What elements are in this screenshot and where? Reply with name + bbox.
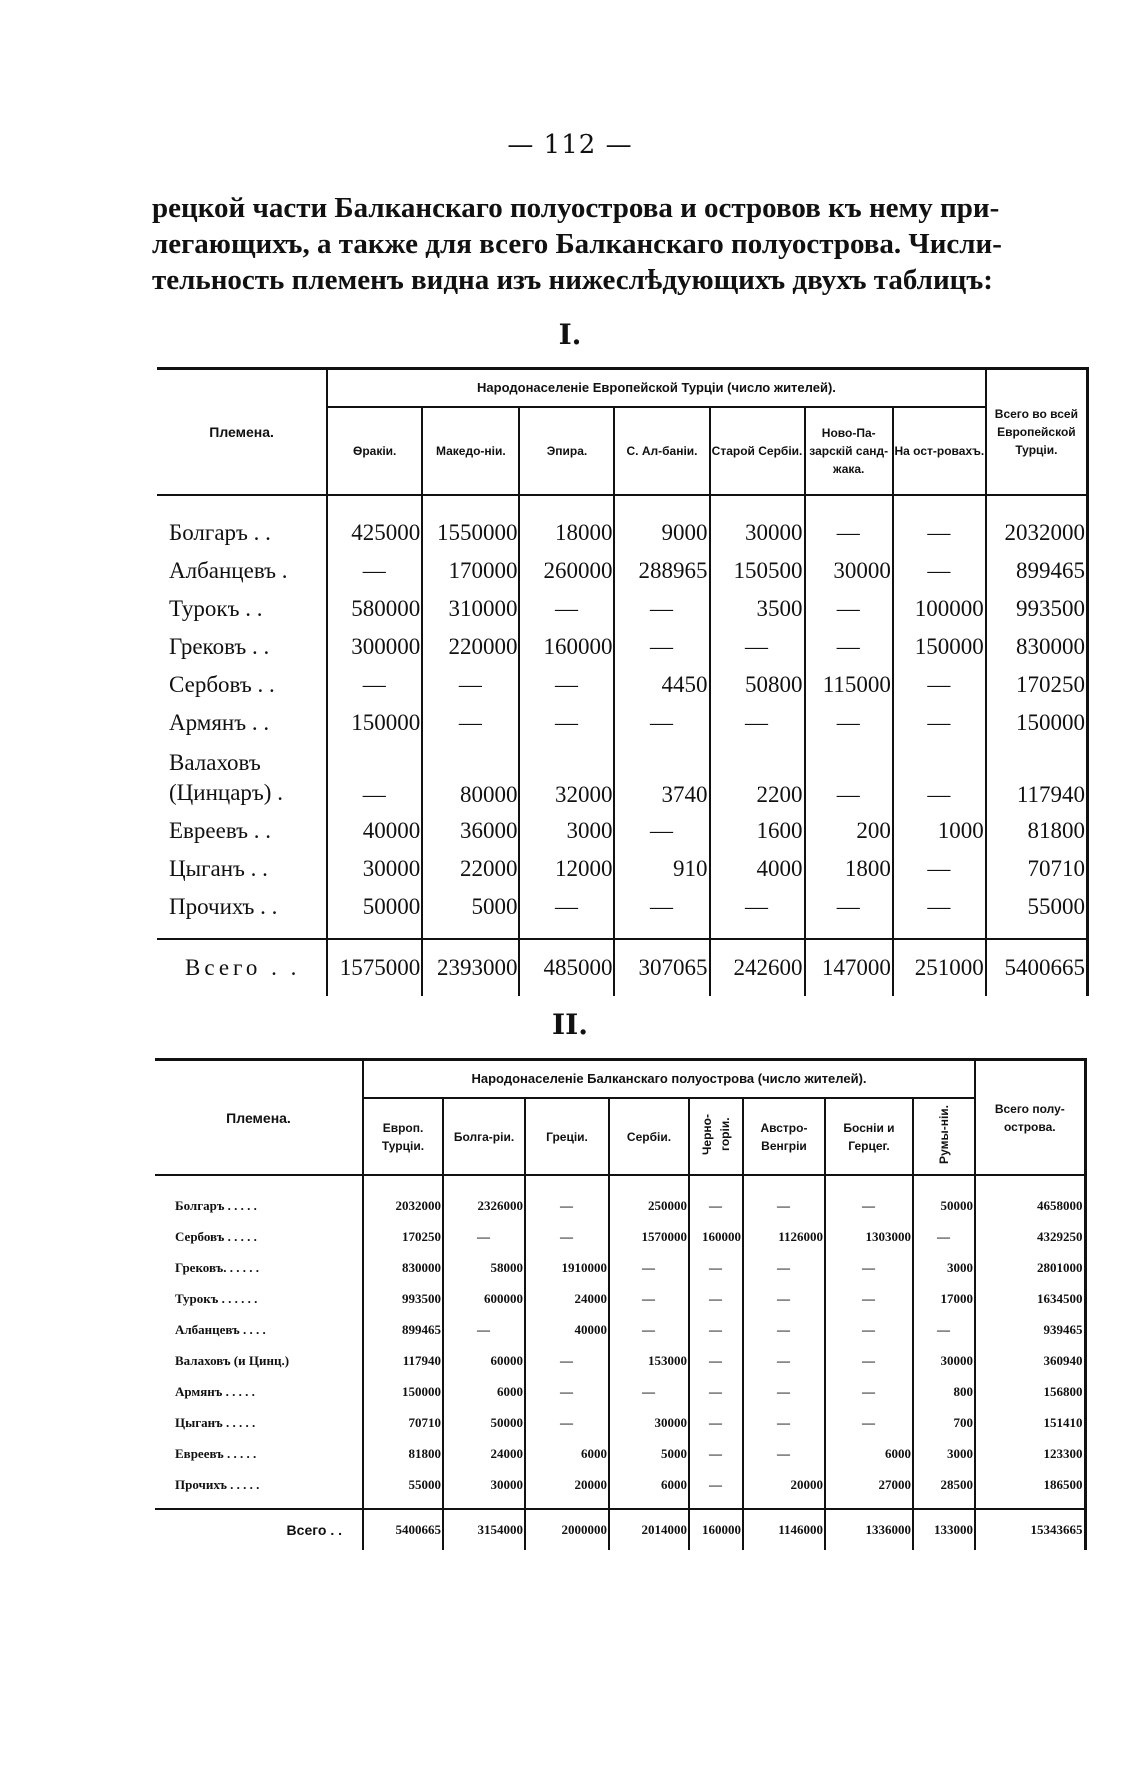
row-total-cell: 993500 xyxy=(986,590,1088,628)
value-cell: 58000 xyxy=(443,1252,525,1283)
value-cell: — xyxy=(327,552,422,590)
region-column-header-text: Черно-горіи. xyxy=(700,1113,732,1155)
value-cell: 5000 xyxy=(609,1438,689,1469)
tribe-name-cell: Всего . . xyxy=(157,939,327,996)
table-1-label: I. xyxy=(558,318,582,351)
value-cell: 220000 xyxy=(422,628,519,666)
total-column-header: Всего полу-острова. xyxy=(975,1060,1085,1176)
spacer-cell xyxy=(363,1500,443,1509)
region-column-header xyxy=(327,407,422,495)
region-column-header xyxy=(689,1098,743,1175)
table-row xyxy=(155,1345,1085,1376)
tribe-name-cell: Болгаръ . . xyxy=(169,520,271,545)
value-cell: 288965 xyxy=(614,552,709,590)
value-cell: — xyxy=(805,742,893,812)
value-cell: — xyxy=(743,1345,825,1376)
value-cell: — xyxy=(689,1407,743,1438)
value-cell: — xyxy=(825,1407,913,1438)
region-column-header xyxy=(825,1098,913,1175)
value-cell: — xyxy=(825,1376,913,1407)
region-column-header-text: Ново-Па-зарскій санд-жака. xyxy=(809,426,889,476)
value-cell: — xyxy=(805,628,893,666)
table-row xyxy=(155,1407,1085,1438)
value-cell: 32000 xyxy=(519,742,614,812)
table-row xyxy=(155,1314,1085,1345)
table-row xyxy=(157,666,1088,704)
value-cell: — xyxy=(825,1175,913,1221)
row-total-cell: 81800 xyxy=(986,812,1088,850)
spacer-row xyxy=(155,1500,1085,1509)
value-cell: — xyxy=(525,1221,609,1252)
value-cell: — xyxy=(525,1407,609,1438)
value-cell: 3000 xyxy=(519,812,614,850)
value-cell: 30000 xyxy=(710,495,805,552)
region-column-header-text: Ѳракіи. xyxy=(352,444,397,458)
intro-line: легающихъ, а также для всего Балканскаго полуострова. Числи- xyxy=(152,228,1002,260)
region-column-header xyxy=(519,407,614,495)
value-cell: 40000 xyxy=(525,1314,609,1345)
region-column-header xyxy=(710,407,805,495)
group-header: Народонаселеніе Балканскаго полуострова (число жителей). xyxy=(363,1060,975,1099)
spacer-cell xyxy=(825,1500,913,1509)
value-cell: 115000 xyxy=(805,666,893,704)
value-cell: 18000 xyxy=(519,495,614,552)
value-cell: 2326000 xyxy=(443,1175,525,1221)
page-number: — 112 — xyxy=(507,130,633,160)
value-cell: 150500 xyxy=(710,552,805,590)
spacer-cell xyxy=(609,1500,689,1509)
value-cell: 28500 xyxy=(913,1469,975,1500)
row-total-cell: 4329250 xyxy=(975,1221,1085,1252)
tribe-name-cell: Цыганъ . . xyxy=(169,856,268,881)
region-column-header-text: На ост-ровахъ. xyxy=(894,444,985,458)
row-total-cell: 2801000 xyxy=(975,1252,1085,1283)
value-cell: — xyxy=(614,888,709,926)
value-cell: — xyxy=(743,1376,825,1407)
value-cell: 580000 xyxy=(327,590,422,628)
value-cell: 5400665 xyxy=(363,1509,443,1550)
tribe-name-cell: Сербовъ . . . . . xyxy=(175,1228,257,1244)
value-cell: — xyxy=(609,1314,689,1345)
tribe-name-cell: Всего . . xyxy=(155,1509,363,1550)
region-column-header xyxy=(443,1098,525,1175)
value-cell: 2014000 xyxy=(609,1509,689,1550)
tribe-name-cell: Албанцевъ . . . . xyxy=(175,1321,266,1337)
table-row xyxy=(157,495,1088,552)
table-2 xyxy=(155,1058,1087,1550)
row-total-cell: 150000 xyxy=(986,704,1088,742)
spacer-cell xyxy=(743,1500,825,1509)
tribe-name-cell: Турокъ . . xyxy=(169,596,263,621)
value-cell: 5000 xyxy=(422,888,519,926)
value-cell: 160000 xyxy=(519,628,614,666)
value-cell: — xyxy=(519,590,614,628)
total-row xyxy=(157,939,1088,996)
spacer-cell xyxy=(986,926,1088,939)
value-cell: — xyxy=(525,1175,609,1221)
value-cell: — xyxy=(893,552,986,590)
tribe-name-cell: Болгаръ . . . . . xyxy=(175,1197,257,1213)
tribe-name-cell: Валаховъ (Цинцаръ) . xyxy=(169,750,283,805)
row-total-cell: 899465 xyxy=(986,552,1088,590)
value-cell: — xyxy=(825,1252,913,1283)
value-cell: 600000 xyxy=(443,1283,525,1314)
tribe-name-cell: Цыганъ . . . . . xyxy=(175,1414,256,1430)
region-column-header xyxy=(525,1098,609,1175)
value-cell: 307065 xyxy=(614,939,709,996)
spacer-cell xyxy=(614,926,709,939)
tribe-name-cell: Прочихъ . . xyxy=(169,894,278,919)
value-cell: 3740 xyxy=(614,742,709,812)
table-row xyxy=(155,1376,1085,1407)
value-cell: — xyxy=(710,628,805,666)
spacer-cell xyxy=(913,1500,975,1509)
table-row xyxy=(155,1283,1085,1314)
value-cell: 1146000 xyxy=(743,1509,825,1550)
value-cell: — xyxy=(614,628,709,666)
value-cell: 310000 xyxy=(422,590,519,628)
value-cell: — xyxy=(893,666,986,704)
row-total-cell: 15343665 xyxy=(975,1509,1085,1550)
value-cell: 2032000 xyxy=(363,1175,443,1221)
row-total-cell: 360940 xyxy=(975,1345,1085,1376)
value-cell: — xyxy=(609,1376,689,1407)
table-row xyxy=(157,590,1088,628)
value-cell: 80000 xyxy=(422,742,519,812)
value-cell: — xyxy=(805,495,893,552)
value-cell: 50000 xyxy=(913,1175,975,1221)
table-row xyxy=(157,704,1088,742)
spacer-cell xyxy=(525,1500,609,1509)
value-cell: 242600 xyxy=(710,939,805,996)
value-cell: 1575000 xyxy=(327,939,422,996)
table-1 xyxy=(157,367,1089,996)
value-cell: 1600 xyxy=(710,812,805,850)
value-cell: 133000 xyxy=(913,1509,975,1550)
value-cell: 250000 xyxy=(609,1175,689,1221)
value-cell: 3500 xyxy=(710,590,805,628)
value-cell: 170000 xyxy=(422,552,519,590)
row-total-cell: 830000 xyxy=(986,628,1088,666)
value-cell: 830000 xyxy=(363,1252,443,1283)
value-cell: 1126000 xyxy=(743,1221,825,1252)
tribe-name-cell: Армянъ . . xyxy=(169,710,270,735)
row-total-cell: 5400665 xyxy=(986,939,1088,996)
row-total-cell: 156800 xyxy=(975,1376,1085,1407)
value-cell: 700 xyxy=(913,1407,975,1438)
table-row xyxy=(157,552,1088,590)
value-cell: 150000 xyxy=(363,1376,443,1407)
value-cell: 20000 xyxy=(743,1469,825,1500)
value-cell: 910 xyxy=(614,850,709,888)
tribe-column-header: Племена. xyxy=(155,1060,363,1176)
value-cell: — xyxy=(614,590,709,628)
value-cell: — xyxy=(519,704,614,742)
value-cell: — xyxy=(525,1345,609,1376)
spacer-cell xyxy=(689,1500,743,1509)
value-cell: 6000 xyxy=(825,1438,913,1469)
tribe-name-cell: Валаховъ (и Цинц.) xyxy=(175,1352,290,1368)
region-column-header-text: Австро-Венгріи xyxy=(760,1120,808,1153)
value-cell: 2000000 xyxy=(525,1509,609,1550)
table-row xyxy=(157,812,1088,850)
table-row xyxy=(157,628,1088,666)
value-cell: 24000 xyxy=(525,1283,609,1314)
value-cell: 1910000 xyxy=(525,1252,609,1283)
value-cell: — xyxy=(689,1345,743,1376)
row-total-cell: 151410 xyxy=(975,1407,1085,1438)
spacer-cell xyxy=(805,926,893,939)
spacer-cell xyxy=(893,926,986,939)
value-cell: 993500 xyxy=(363,1283,443,1314)
region-column-header xyxy=(609,1098,689,1175)
region-column-header-text: Старой Сербіи. xyxy=(711,444,803,458)
value-cell: — xyxy=(689,1283,743,1314)
value-cell: 1800 xyxy=(805,850,893,888)
row-total-cell: 1634500 xyxy=(975,1283,1085,1314)
value-cell: — xyxy=(614,812,709,850)
region-column-header-text: Болга-ріи. xyxy=(453,1129,515,1144)
value-cell: 60000 xyxy=(443,1345,525,1376)
row-total-cell: 170250 xyxy=(986,666,1088,704)
region-column-header xyxy=(422,407,519,495)
value-cell: 36000 xyxy=(422,812,519,850)
group-header: Народонаселеніе Европейской Турціи (число жителей). xyxy=(327,369,986,408)
value-cell: — xyxy=(743,1438,825,1469)
region-column-header-text: С. Ал-баніи. xyxy=(626,444,698,458)
value-cell: — xyxy=(743,1252,825,1283)
spacer-cell xyxy=(157,926,327,939)
value-cell: 160000 xyxy=(689,1221,743,1252)
value-cell: 40000 xyxy=(327,812,422,850)
value-cell: — xyxy=(519,888,614,926)
value-cell: — xyxy=(743,1283,825,1314)
tribe-name-cell: Евреевъ . . xyxy=(169,818,272,843)
region-column-header-text: Босніи и Герцег. xyxy=(843,1120,895,1153)
value-cell: 170250 xyxy=(363,1221,443,1252)
spacer-row xyxy=(157,926,1088,939)
value-cell: 30000 xyxy=(913,1345,975,1376)
value-cell: — xyxy=(327,742,422,812)
table-row xyxy=(155,1469,1085,1500)
region-column-header xyxy=(805,407,893,495)
value-cell: 899465 xyxy=(363,1314,443,1345)
value-cell: 4000 xyxy=(710,850,805,888)
value-cell: — xyxy=(893,704,986,742)
value-cell: 260000 xyxy=(519,552,614,590)
value-cell: — xyxy=(422,666,519,704)
region-column-header xyxy=(363,1098,443,1175)
value-cell: 27000 xyxy=(825,1469,913,1500)
value-cell: 100000 xyxy=(893,590,986,628)
value-cell: — xyxy=(893,888,986,926)
value-cell: — xyxy=(805,888,893,926)
total-row xyxy=(155,1509,1085,1550)
region-column-header xyxy=(893,407,986,495)
value-cell: — xyxy=(614,704,709,742)
value-cell: — xyxy=(609,1283,689,1314)
value-cell: — xyxy=(805,590,893,628)
spacer-cell xyxy=(443,1500,525,1509)
value-cell: 3000 xyxy=(913,1252,975,1283)
tribe-name-cell: Прочихъ . . . . . xyxy=(175,1476,260,1492)
value-cell: 55000 xyxy=(363,1469,443,1500)
value-cell: 147000 xyxy=(805,939,893,996)
value-cell: — xyxy=(689,1314,743,1345)
value-cell: — xyxy=(525,1376,609,1407)
value-cell: — xyxy=(689,1438,743,1469)
value-cell: 30000 xyxy=(327,850,422,888)
row-total-cell: 123300 xyxy=(975,1438,1085,1469)
value-cell: — xyxy=(710,888,805,926)
value-cell: — xyxy=(913,1221,975,1252)
row-total-cell: 186500 xyxy=(975,1469,1085,1500)
value-cell: 425000 xyxy=(327,495,422,552)
spacer-cell xyxy=(710,926,805,939)
value-cell: — xyxy=(327,666,422,704)
row-total-cell: 55000 xyxy=(986,888,1088,926)
tribe-name-cell: Албанцевъ . xyxy=(169,558,288,583)
value-cell: 4450 xyxy=(614,666,709,704)
tribe-name-cell: Грековъ. . . . . . xyxy=(175,1259,259,1275)
value-cell: — xyxy=(443,1221,525,1252)
value-cell: 81800 xyxy=(363,1438,443,1469)
value-cell: — xyxy=(825,1314,913,1345)
value-cell: 1000 xyxy=(893,812,986,850)
region-column-header xyxy=(614,407,709,495)
value-cell: 200 xyxy=(805,812,893,850)
value-cell: — xyxy=(805,704,893,742)
intro-line: тельность племенъ видна изъ нижеслѣдующихъ двухъ таблицъ: xyxy=(152,264,993,296)
value-cell: 24000 xyxy=(443,1438,525,1469)
spacer-cell xyxy=(327,926,422,939)
value-cell: 6000 xyxy=(609,1469,689,1500)
value-cell: — xyxy=(893,850,986,888)
value-cell: 2200 xyxy=(710,742,805,812)
value-cell: — xyxy=(913,1314,975,1345)
spacer-cell xyxy=(422,926,519,939)
value-cell: 9000 xyxy=(614,495,709,552)
spacer-cell xyxy=(975,1500,1085,1509)
value-cell: 70710 xyxy=(363,1407,443,1438)
value-cell: 150000 xyxy=(327,704,422,742)
value-cell: 2393000 xyxy=(422,939,519,996)
value-cell: — xyxy=(519,666,614,704)
table-row xyxy=(157,850,1088,888)
tribe-name-cell: Грековъ . . xyxy=(169,634,270,659)
value-cell: — xyxy=(825,1283,913,1314)
row-total-cell: 70710 xyxy=(986,850,1088,888)
value-cell: — xyxy=(422,704,519,742)
table-2-label: II. xyxy=(552,1008,588,1041)
value-cell: — xyxy=(689,1376,743,1407)
intro-line: рецкой части Балканскаго полуострова и островов къ нему при- xyxy=(152,192,1000,224)
region-column-header xyxy=(913,1098,975,1175)
table-row xyxy=(155,1252,1085,1283)
intro-paragraph xyxy=(152,190,1088,298)
value-cell: — xyxy=(689,1175,743,1221)
value-cell: 150000 xyxy=(893,628,986,666)
value-cell: 30000 xyxy=(805,552,893,590)
value-cell: 117940 xyxy=(363,1345,443,1376)
value-cell: 50000 xyxy=(327,888,422,926)
value-cell: 1336000 xyxy=(825,1509,913,1550)
value-cell: 251000 xyxy=(893,939,986,996)
tribe-column-header: Племена. xyxy=(157,369,327,496)
value-cell: 6000 xyxy=(443,1376,525,1407)
region-column-header-text: Греціи. xyxy=(546,1129,588,1144)
value-cell: — xyxy=(893,495,986,552)
region-column-header-text: Румы-ніи. xyxy=(937,1104,952,1164)
region-column-header-text: Македо-ніи. xyxy=(435,444,506,458)
value-cell: 50800 xyxy=(710,666,805,704)
region-column-header xyxy=(743,1098,825,1175)
value-cell: — xyxy=(743,1407,825,1438)
value-cell: 153000 xyxy=(609,1345,689,1376)
spacer-cell xyxy=(519,926,614,939)
table-row xyxy=(155,1175,1085,1221)
row-total-cell: 117940 xyxy=(986,742,1088,812)
value-cell: — xyxy=(609,1252,689,1283)
value-cell: — xyxy=(743,1314,825,1345)
value-cell: — xyxy=(893,742,986,812)
region-column-header-text: Эпира. xyxy=(546,444,588,458)
value-cell: 1303000 xyxy=(825,1221,913,1252)
row-total-cell: 4658000 xyxy=(975,1175,1085,1221)
value-cell: 485000 xyxy=(519,939,614,996)
value-cell: 3000 xyxy=(913,1438,975,1469)
table-row xyxy=(155,1221,1085,1252)
value-cell: 160000 xyxy=(689,1509,743,1550)
tribe-name-cell: Турокъ . . . . . . xyxy=(175,1290,258,1306)
table-row xyxy=(157,742,1088,812)
value-cell: 50000 xyxy=(443,1407,525,1438)
tribe-name-cell: Армянъ . . . . . xyxy=(175,1383,255,1399)
value-cell: 3154000 xyxy=(443,1509,525,1550)
spacer-cell xyxy=(155,1500,363,1509)
tribe-name-cell: Сербовъ . . xyxy=(169,672,275,697)
total-column-header: Всего во всей Европейской Турціи. xyxy=(986,369,1088,496)
value-cell: 1550000 xyxy=(422,495,519,552)
value-cell: 30000 xyxy=(443,1469,525,1500)
region-column-header-text: Сербіи. xyxy=(626,1129,672,1144)
value-cell: 300000 xyxy=(327,628,422,666)
value-cell: 30000 xyxy=(609,1407,689,1438)
value-cell: 800 xyxy=(913,1376,975,1407)
value-cell: 17000 xyxy=(913,1283,975,1314)
value-cell: 20000 xyxy=(525,1469,609,1500)
row-total-cell: 939465 xyxy=(975,1314,1085,1345)
value-cell: 1570000 xyxy=(609,1221,689,1252)
value-cell: 6000 xyxy=(525,1438,609,1469)
value-cell: — xyxy=(710,704,805,742)
value-cell: 12000 xyxy=(519,850,614,888)
value-cell: — xyxy=(825,1345,913,1376)
row-total-cell: 2032000 xyxy=(986,495,1088,552)
tribe-name-cell: Евреевъ . . . . . xyxy=(175,1445,257,1461)
value-cell: — xyxy=(743,1175,825,1221)
value-cell: — xyxy=(689,1469,743,1500)
table-row xyxy=(157,888,1088,926)
region-column-header-text: Европ. Турціи. xyxy=(381,1120,425,1153)
value-cell: — xyxy=(689,1252,743,1283)
value-cell: — xyxy=(443,1314,525,1345)
table-row xyxy=(155,1438,1085,1469)
value-cell: 22000 xyxy=(422,850,519,888)
